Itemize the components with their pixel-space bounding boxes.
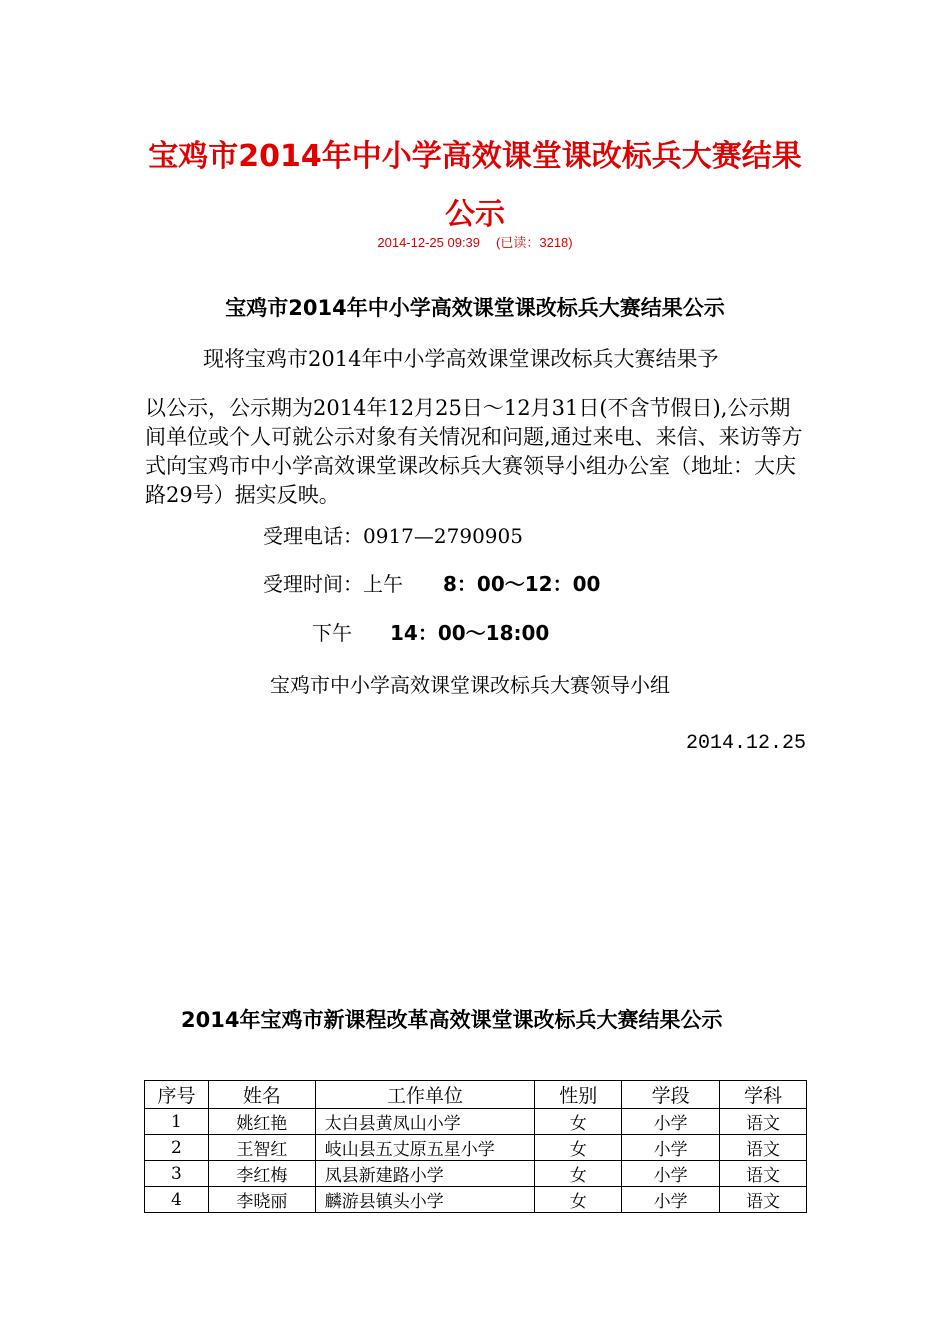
cell-stage: 小学	[622, 1187, 720, 1213]
cell-name: 姚红艳	[208, 1109, 315, 1135]
office-hours-am	[263, 568, 600, 597]
results-table	[144, 1080, 807, 1213]
table-row	[145, 1187, 807, 1213]
notice-paragraph-2: 以公示，公示期为2014年12月25日～12月31日(不含节假日),公示期间单位或个人可就公示对象有关情况和问题,通过来电、来信、来访等方式向宝鸡市中小学高效课堂课改标兵大赛领导小组办公室（地址：大庆路29号）据实反映。	[145, 396, 803, 507]
contact-phone: 受理电话：0917—2790905	[263, 524, 523, 548]
cell-gender: 女	[535, 1135, 622, 1161]
cell-gender: 女	[535, 1109, 622, 1135]
column-header-subject: 学科	[720, 1081, 807, 1109]
column-header-unit: 工作单位	[315, 1081, 535, 1109]
cell-unit: 岐山县五丈原五星小学	[315, 1135, 535, 1161]
cell-subject: 语文	[720, 1135, 807, 1161]
cell-name: 李晓丽	[208, 1187, 315, 1213]
cell-index: 1	[145, 1109, 209, 1135]
view-count: (已读：3218)	[496, 235, 573, 250]
hours-label: 受理时间：上午	[263, 572, 403, 596]
article-title: 宝鸡市2014年中小学高效课堂课改标兵大赛结果公示	[148, 139, 802, 232]
column-header-index: 序号	[145, 1081, 209, 1109]
article-meta	[0, 232, 950, 251]
notice-title: 宝鸡市2014年中小学高效课堂课改标兵大赛结果公示	[225, 296, 725, 320]
cell-unit: 太白县黄凤山小学	[315, 1109, 535, 1135]
table-row	[145, 1135, 807, 1161]
results-title: 2014年宝鸡市新课程改革高效课堂课改标兵大赛结果公示	[181, 1008, 723, 1032]
cell-unit: 凤县新建路小学	[315, 1161, 535, 1187]
table-row	[145, 1161, 807, 1187]
cell-stage: 小学	[622, 1109, 720, 1135]
table-row	[145, 1109, 807, 1135]
cell-stage: 小学	[622, 1135, 720, 1161]
cell-stage: 小学	[622, 1161, 720, 1187]
column-header-stage: 学段	[622, 1081, 720, 1109]
hours-am-time: 8：00～12：00	[443, 572, 601, 596]
sign-date: 2014.12.25	[685, 732, 806, 755]
publish-date: 2014-12-25 09:39	[377, 235, 481, 250]
cell-gender: 女	[535, 1161, 622, 1187]
cell-subject: 语文	[720, 1109, 807, 1135]
cell-index: 3	[145, 1161, 209, 1187]
signature: 宝鸡市中小学高效课堂课改标兵大赛领导小组	[270, 673, 670, 697]
cell-unit: 麟游县镇头小学	[315, 1187, 535, 1213]
office-hours-pm	[312, 617, 549, 646]
cell-subject: 语文	[720, 1187, 807, 1213]
cell-name: 王智红	[208, 1135, 315, 1161]
pm-label: 下午	[312, 621, 352, 645]
cell-index: 4	[145, 1187, 209, 1213]
cell-index: 2	[145, 1135, 209, 1161]
hours-pm-time: 14：00～18:00	[390, 621, 550, 645]
column-header-gender: 性别	[535, 1081, 622, 1109]
cell-gender: 女	[535, 1187, 622, 1213]
cell-subject: 语文	[720, 1161, 807, 1187]
notice-paragraph-1: 现将宝鸡市2014年中小学高效课堂课改标兵大赛结果予	[203, 347, 719, 371]
column-header-name: 姓名	[208, 1081, 315, 1109]
table-header-row	[145, 1081, 807, 1109]
cell-name: 李红梅	[208, 1161, 315, 1187]
